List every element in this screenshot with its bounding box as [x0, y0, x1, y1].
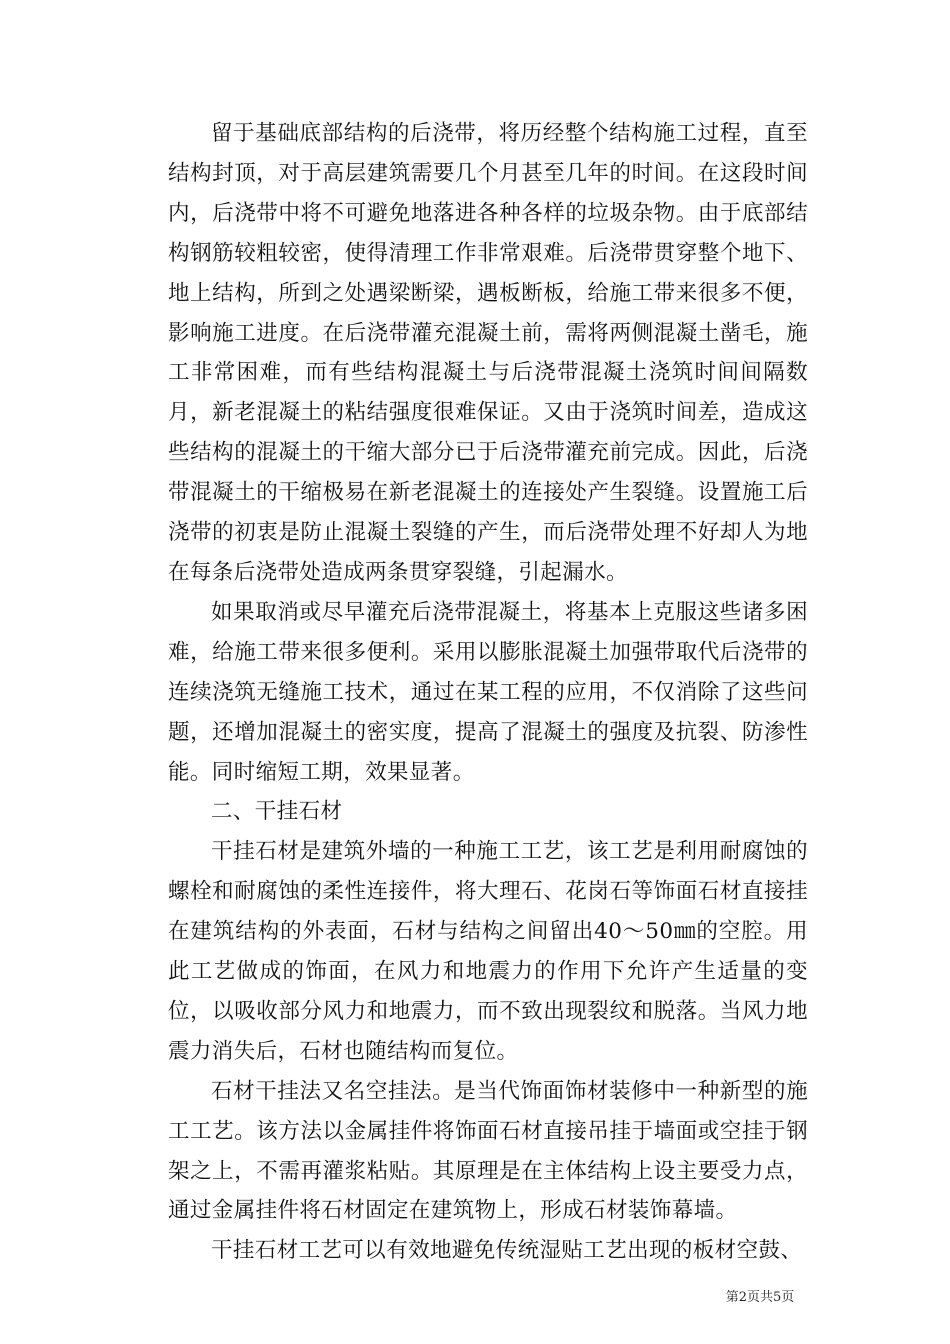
- section-heading: 二、干挂石材: [211, 799, 343, 825]
- paragraph-dry-hang-advantage: 干挂石材工艺可以有效地避免传统湿贴工艺出现的板材空鼓、: [211, 1238, 803, 1264]
- paragraph-post-pour-strip: 留于基础底部结构的后浇带，将历经整个结构施工过程，直至结构封顶，对于高层建筑需要几个月甚至几年的时间。在这段时间内，后浇带中将不可避免地落进各种各样的垃圾杂物。由于底部结构钢筋较粗较密，使得清理工作非常艰难。后浇带贯穿整个地下、地上结构，所到之处遇梁断梁，遇板断板，给施工带来很多不便，影响施工进度。在后浇带灌充混凝土前，需将两侧混凝土凿毛，施工非常困难，而有些结构混凝土与后浇带混凝土浇筑时间间隔数月，新老混凝土的粘结强度很难保证。又由于浇筑时间差，造成这些结构的混凝土的干缩大部分已于后浇带灌充前完成。因此，后浇带混凝土的干缩极易在新老混凝土的连接处产生裂缝。设置施工后浇带的初衷是防止混凝土裂缝的产生，而后浇带处理不好却人为地在每条后浇带处造成两条贯穿裂缝，引起漏水。: [168, 121, 808, 585]
- page-number-footer: 第2页共5页: [725, 1290, 795, 1305]
- paragraph-dry-hang-definition: 干挂石材是建筑外墙的一种施工工艺，该工艺是利用耐腐蚀的螺栓和耐腐蚀的柔性连接件，将大理石、花岗石等饰面石材直接挂在建筑结构的外表面，石材与结构之间留出40～50㎜的空腔。用此工艺做成的饰面，在风力和地震力的作用下允许产生适量的变位，以吸收部分风力和地震力，而不致出现裂纹和脱落。当风力地震力消失后，石材也随结构而复位。: [168, 839, 808, 1064]
- paragraph-dry-hang-method: 石材干挂法又名空挂法。是当代饰面饰材装修中一种新型的施工工艺。该方法以金属挂件将饰面石材直接吊挂于墙面或空挂于钢架之上，不需再灌浆粘贴。其原理是在主体结构上设主要受力点，通过金属挂件将石材固定在建筑物上，形成石材装饰幕墙。: [168, 1078, 808, 1224]
- document-body: [168, 114, 808, 1271]
- paragraph-expansion-concrete: 如果取消或尽早灌充后浇带混凝土，将基本上克服这些诸多困难，给施工带来很多便利。采用以膨胀混凝土加强带取代后浇带的连续浇筑无缝施工技术，通过在某工程的应用，不仅消除了这些问题，还增加混凝土的密实度，提高了混凝土的强度及抗裂、防渗性能。同时缩短工期，效果显著。: [168, 599, 808, 785]
